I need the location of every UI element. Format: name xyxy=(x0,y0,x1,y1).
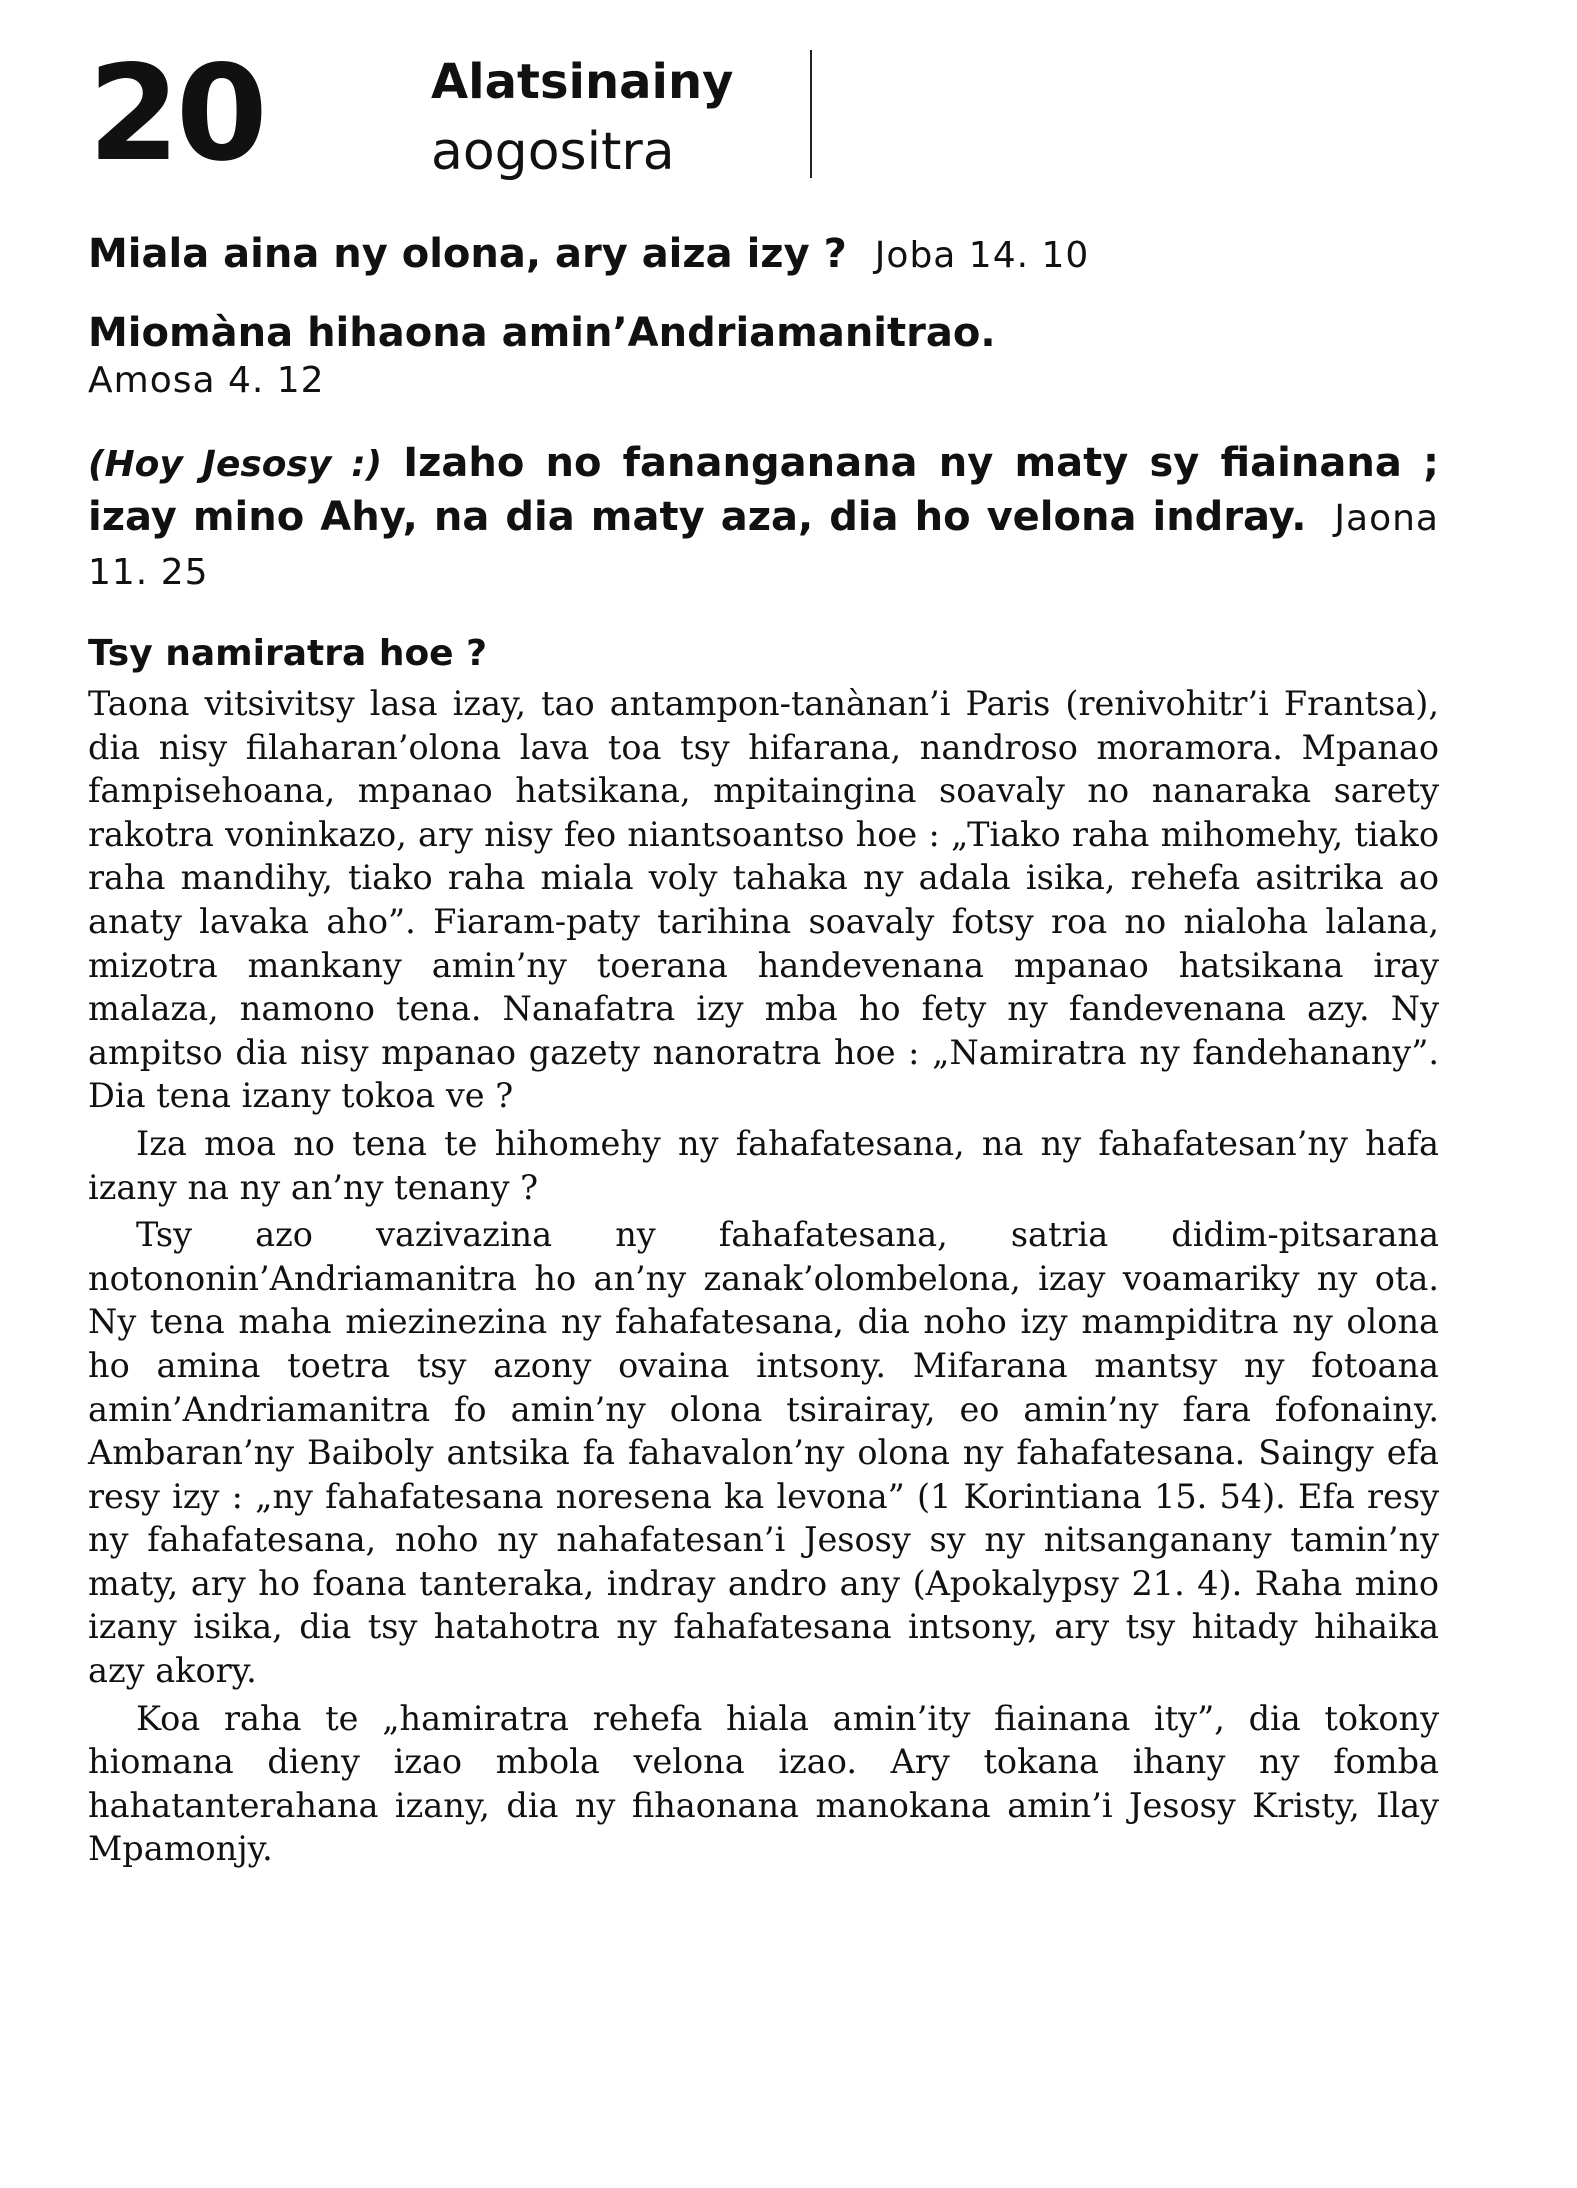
article-body xyxy=(88,682,1439,1875)
date-header xyxy=(88,37,848,191)
verse-2-reference: Amosa 4. 12 xyxy=(88,360,325,401)
article-paragraph-3: Tsy azo vazivazina ny fahafatesana, satria didim-pitsarana notononin’Andriamanitra ho an’ny zanak’olombelona, izay voamariky ny ota. Ny tena maha miezinezina ny fahafatesana, dia noho izy mampiditra ny olona ho amina toetra tsy azony ovaina intsony. Mifarana mantsy ny fotoana amin’Andriamanitra fo amin’ny olona tsirairay, eo amin’ny fara fofonainy. Ambaran’ny Baiboly antsika fa fahavalon’ny olona ny fahafatesana. Saingy efa resy izy : „ny fahafatesana noresena ka levona” (1 Korintiana 15. 54). Efa resy ny fahafatesana, noho ny nahafatesan’i Jesosy sy ny nitsanganany tamin’ny maty, ary ho foana tanteraka, indray andro any (Apokalypsy 21. 4). Raha mino izany isika, dia tsy hatahotra ny fahafatesana intsony, ary tsy hitady hihaika azy akory. xyxy=(88,1215,1439,1691)
article-title: Tsy namiratra hoe ? xyxy=(88,633,488,674)
weekday-label: Alatsinainy xyxy=(431,54,734,110)
day-number: 20 xyxy=(88,37,264,191)
article-paragraph-4: Koa raha te „hamiratra rehefa hiala amin’ity fiainana ity”, dia tokony hiomana dieny izao mbola velona izao. Ary tokana ihany ny fomba hahatanterahana izany, dia ny fihaonana manokana amin’i Jesosy Kristy, Ilay Mpamonjy. xyxy=(88,1698,1439,1869)
verse-1-reference: Joba 14. 10 xyxy=(874,235,1090,276)
article-paragraph-2: Iza moa no tena te hihomehy ny fahafatesana, na ny fahafatesan’ny hafa izany na ny an’ny tenany ? xyxy=(88,1123,1439,1207)
month-label: aogositra xyxy=(431,122,675,182)
verse-1 xyxy=(88,228,1439,282)
verse-3 xyxy=(88,437,1439,599)
article-paragraph-1: Taona vitsivitsy lasa izay, tao antampon-tanànan’i Paris (renivohitr’i Frantsa), dia nisy filaharan’olona lava toa tsy hifarana, nandroso moramora. Mpanao fampisehoana, mpanao hatsikana, mpitaingina soavaly no nanaraka sarety rakotra voninkazo, ary nisy feo niantsoantso hoe : „Tiako raha mihomehy, tiako raha mandihy, tiako raha miala voly tahaka ny adala isika, rehefa asitrika ao anaty lavaka aho”. Fiaram-paty tarihina soavaly fotsy roa no nialoha lalana, mizotra mankany amin’ny toerana handevenana mpanao hatsikana iray malaza, namono tena. Nanafatra izy mba ho fety ny fandevenana azy. Ny ampitso dia nisy mpanao gazety nanoratra hoe : „Namiratra ny fandehanany”. Dia tena izany tokoa ve ? xyxy=(88,684,1439,1116)
header-divider xyxy=(810,50,812,178)
verse-3-speaker: (Hoy Jesosy :) xyxy=(88,444,383,485)
verse-2 xyxy=(88,307,1439,403)
verse-3-text: Izaho no fananganana ny maty sy fiainana ; izay mino Ahy, na dia maty aza, dia ho velona indray. xyxy=(88,440,1439,540)
verse-3-reference: Jaona 11. 25 xyxy=(88,498,1439,593)
verse-1-text: Miala aina ny olona, ary aiza izy ? xyxy=(88,231,847,277)
verse-2-text: Miomàna hihaona amin’Andriamanitrao. xyxy=(88,310,996,356)
